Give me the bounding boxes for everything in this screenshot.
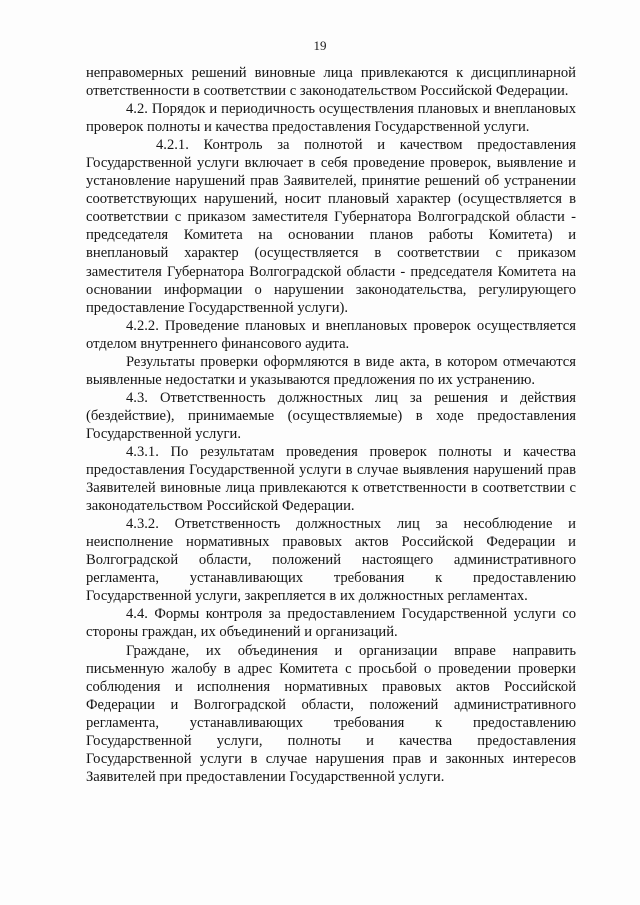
paragraph-section-4-3-1: 4.3.1. По результатам проведения проверок полноты и качества предоставления Государственной услуги в случае выявления нарушений прав Заявителей виновные лица привлекаются к ответственности в соответствии с законодательством Российской Федерации. (86, 443, 576, 515)
paragraph-section-4-2-2: 4.2.2. Проведение плановых и внеплановых проверок осуществляется отделом внутреннего финансового аудита. (86, 317, 576, 352)
paragraph-section-4-4: 4.4. Формы контроля за предоставлением Государственной услуги со стороны граждан, их объединений и организаций. (86, 606, 576, 641)
page-number: 19 (313, 38, 327, 53)
paragraph-section-4-3-2: 4.3.2. Ответственность должностных лиц за несоблюдение и неисполнение нормативных правовых актов Российской Федерации и Волгоградской области, положений настоящего административного регламента, устанавливающих требования к предоставлению Государственной услуги, закрепляется в их должностных регламентах. (86, 516, 576, 605)
paragraph-section-4-3: 4.3. Ответственность должностных лиц за решения и действия (бездействие), принимаемые (осуществляемые) в ходе предоставления Государственной услуги. (86, 389, 576, 442)
paragraph-section-4-2-1: 4.2.1. Контроль за полнотой и качеством предоставления Государственной услуги включает в себя проведение проверок, выявление и установление нарушений прав Заявителей, принятие решений об устранении соответствующих нарушений, носит плановый характер (осуществляется в соответствии с приказом заместителя Губернатора Волгоградской области - председателя Комитета на основании планов работы Комитета) и внеплановый характер (осуществляется в соответствии с приказом заместителя Губернатора Волгоградской области - председателя Комитета на основании информации о нарушении законодательства, регулирующего предоставление Государственной услуги). (86, 137, 576, 316)
paragraph-inspection-results: Результаты проверки оформляются в виде акта, в котором отмечаются выявленные недостатки и указываются предложения по их устранению. (86, 353, 576, 388)
paragraph-section-4-2: 4.2. Порядок и периодичность осуществления плановых и внеплановых проверок полноты и качества предоставления Государственной услуги. (86, 101, 576, 136)
document-body (86, 64, 576, 786)
paragraph-continuation: неправомерных решений виновные лица привлекаются к дисциплинарной ответственности в соответствии с законодательством Российской Федерации. (86, 65, 576, 100)
paragraph-citizens-complaint: Граждане, их объединения и организации вправе направить письменную жалобу в адрес Комитета с просьбой о проведении проверки соблюдения и исполнения нормативных правовых актов Российской Федерации и Волгоградской области, положений административного регламента, устанавливающих требования к предоставлению Государственной услуги, полноты и качества предоставления Государственной услуги в случае нарушения прав и законных интересов Заявителей при предоставлении Государственной услуги. (86, 642, 576, 785)
